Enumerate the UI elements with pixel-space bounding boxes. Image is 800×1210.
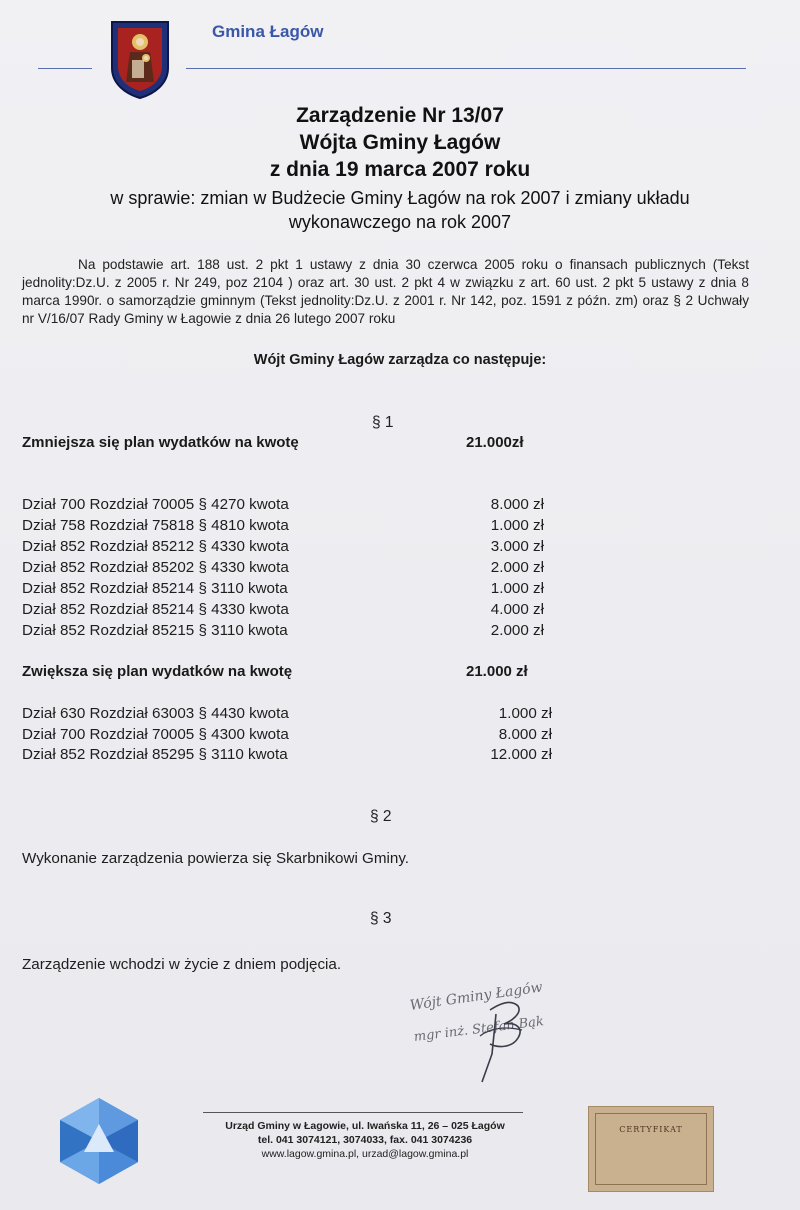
decree-subject-line2: wykonawczego na rok 2007 [288, 212, 512, 232]
legal-basis-text: Na podstawie art. 188 ust. 2 pkt 1 ustawy z dnia 30 czerwca 2005 roku o finansach publicznych (Tekst jednolity:Dz.U. z 2005 r. Nr 249, poz 2104 ) oraz art. 30 ust. 2 pkt 4 w związku z art. 60 ust. 2 pkt 5 ustawy z dnia 8 marca 1990r. o samorządzie gminnym (Tekst jednolity:Dz.U. z 2001 r. Nr 142, poz. 1591 z późn. zm) oraz § 2 Uchwały nr V/16/07 Rady Gminy w Łagowie z dnia 26 lutego 2007 roku [22, 257, 749, 326]
decrease-row-amount: 4.000 zł [490, 601, 544, 618]
decrease-row-desc: Dział 852 Rozdział 85212 § 4330 kwota [22, 538, 289, 555]
decrease-row-amount: 2.000 zł [490, 559, 544, 576]
certificate-frame [595, 1113, 707, 1185]
increase-row-desc: Dział 852 Rozdział 85295 § 3110 kwota [22, 746, 288, 763]
decree-issuer: Wójta Gminy Łagów [299, 131, 501, 154]
decrease-row-amount: 2.000 zł [490, 622, 544, 639]
section-3-mark: § 3 [370, 910, 392, 927]
decrease-total: 21.000zł [466, 434, 524, 451]
decrease-row-desc: Dział 852 Rozdział 85214 § 3110 kwota [22, 580, 288, 597]
increase-label: Zwiększa się plan wydatków na kwotę [22, 663, 293, 680]
increase-row-amount: 12.000 zł [490, 746, 552, 763]
decrease-row-desc: Dział 852 Rozdział 85214 § 4330 kwota [22, 601, 289, 618]
decrease-row-desc: Dział 700 Rozdział 70005 § 4270 kwota [22, 496, 289, 513]
decrease-row-amount: 3.000 zł [490, 538, 544, 555]
legal-basis-paragraph [22, 256, 749, 328]
signature-stamp-name: mgr inż. Stefan Bąk [413, 1014, 545, 1045]
increase-total: 21.000 zł [466, 663, 528, 680]
footer-web: www.lagow.gmina.pl, urzad@lagow.gmina.pl [261, 1148, 469, 1160]
municipality-name: Gmina Łagów [212, 22, 324, 41]
increase-row-desc: Dział 630 Rozdział 63003 § 4430 kwota [22, 705, 289, 722]
decree-subject-line1: w sprawie: zmian w Budżecie Gminy Łagów na rok 2007 i zmiany układu [110, 188, 690, 208]
section-3-text: Zarządzenie wchodzi w życie z dniem podjęcia. [22, 956, 342, 973]
footer-address: Urząd Gminy w Łagowie, ul. Iwańska 11, 26 – 025 Łagów [225, 1120, 505, 1132]
footer-rule [203, 1112, 523, 1113]
coat-of-arms-icon [108, 20, 172, 100]
signature-stamp-title: Wójt Gminy Łagów [408, 979, 544, 1014]
handwritten-signature [460, 996, 550, 1088]
decrease-row-amount: 8.000 zł [490, 496, 544, 513]
header-rule-left [38, 68, 92, 69]
section-1-mark: § 1 [372, 414, 394, 431]
section-2-text: Wykonanie zarządzenia powierza się Skarbnikowi Gminy. [22, 850, 410, 867]
decrease-row-amount: 1.000 zł [490, 580, 544, 597]
hexagon-logo-icon [56, 1096, 142, 1186]
decrease-row-desc: Dział 852 Rozdział 85215 § 3110 kwota [22, 622, 288, 639]
header-rule-right [186, 68, 746, 69]
increase-row-desc: Dział 700 Rozdział 70005 § 4300 kwota [22, 726, 289, 743]
decree-number: Zarządzenie Nr 13/07 [296, 104, 504, 127]
section-2-mark: § 2 [370, 808, 392, 825]
decrease-row-amount: 1.000 zł [490, 517, 544, 534]
decrease-row-desc: Dział 758 Rozdział 75818 § 4810 kwota [22, 517, 289, 534]
decree-date: z dnia 19 marca 2007 roku [269, 158, 531, 181]
footer-phones: tel. 041 3074121, 3074033, fax. 041 3074236 [257, 1134, 473, 1146]
certificate-title: CERTYFIKAT [619, 1125, 683, 1134]
increase-row-amount: 1.000 zł [498, 705, 552, 722]
certificate-badge [588, 1106, 714, 1192]
increase-row-amount: 8.000 zł [498, 726, 552, 743]
decree-statement: Wójt Gminy Łagów zarządza co następuje: [253, 352, 547, 368]
decrease-row-desc: Dział 852 Rozdział 85202 § 4330 kwota [22, 559, 289, 576]
decrease-label: Zmniejsza się plan wydatków na kwotę [22, 434, 299, 451]
